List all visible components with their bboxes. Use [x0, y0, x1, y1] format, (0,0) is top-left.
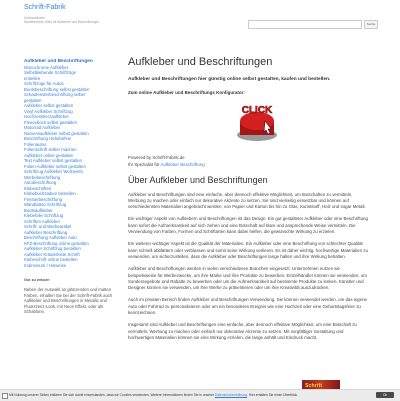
sidebar-item[interactable]: Aufkleber selbst gestalten — [24, 103, 74, 108]
sidebar-item[interactable]: erstellen — [24, 75, 41, 81]
cookie-checkbox[interactable] — [2, 393, 8, 399]
sidebar-item[interactable]: Schrift- und Werbeartikel — [24, 224, 72, 229]
search-button[interactable]: Suche — [364, 20, 378, 29]
sidebar-nav — [24, 59, 124, 315]
sidebar-item[interactable]: Hochzeitsherzaufkleber — [24, 114, 69, 119]
paragraph: Aufkleber und Beschriftungen sind eine einfache, aber dennoch effektive Möglichkeit, um Botschaften zu vermitteln, Werbung zu machen oder einfach nur dekorative Akzente zu setzen. Sie sind vielseitig einsetzbar und können auf verschiedensten Materialien angebracht werden, von Papier und Karton bis hin zu Glas, Kunststoff, Holz und sogar Metall. — [128, 191, 366, 210]
sidebar-item[interactable]: Aufkleber Schriftzug bestellen — [24, 246, 81, 251]
sidebar-item[interactable]: Wandtattoo Schriftzug — [24, 202, 67, 207]
sidebar-item[interactable]: Klebebuchstaben bestellen — [24, 191, 76, 196]
paragraph: Ein wichtiger Aspekt von Aufklebern und Beschriftungen ist das Design. Ein gut gestalteter Aufkleber oder eine Beschriftung kann sofort die Aufmerksamkeit auf sich ziehen und eine Botschaft auf klare und ansprechende Weise vermitteln. Die Verwendung von Farben, Formen und Schriftarten kann dabei helfen, die gewünschte Wirkung zu erzielen. — [128, 216, 368, 235]
sidebar-item[interactable]: Aufkleber online gestalten — [24, 152, 74, 158]
sidebar-item[interactable]: Aufkleber und Beschriftungen — [24, 59, 93, 64]
paragraph: Auch im privaten Bereich finden Aufkleber und Beschriftungen Verwendung. Sie können verwendet werden, um das eigene Auto oder Fahrrad zu personalisieren oder um ein besonderes Ereignis wie eine Hochzeit oder eine Geburtstagsfeier zu kennzeichnen. — [128, 297, 367, 316]
paragraph: Aufkleber und Beschriftungen werden in vielen verschiedenen Branchen eingesetzt. Unternehmen nutzen sie beispielsweise für Werbezwecke, um ihre Marke und ihre Produkte zu bewerben. Einzelhändler können sie verwenden, um Sonderangebote und Rabatte zu bewerben oder um die Aufmerksamkeit auf bestimmte Produkte zu lenken. Künstler und Designer können sie verwenden, um ihre Werke zu präsentieren oder um ihre Kreativität auszudrücken. — [128, 266, 367, 291]
sidebar-item[interactable]: Folienschrift selber machen — [24, 147, 77, 152]
sidebar-item[interactable]: Klebefolie Schriftzug — [24, 213, 64, 218]
configurator-label: Zum online Aufkleber und Beschriftungs Konfigurator: — [128, 90, 245, 95]
main-content — [128, 56, 368, 347]
expert-line: Ihr Spezialist für Aufkleber Beschriftung — [128, 162, 205, 168]
sidebar-item[interactable]: Fleecebock selbst gestalten — [24, 119, 78, 125]
sidebar-item[interactable]: Bootsaufkleber — [24, 207, 53, 213]
sidebar-item[interactable]: Beschriftung Hebebühne — [24, 136, 72, 141]
cookie-bar — [0, 389, 400, 401]
powered-by: Powered by Schrift-Fabrik.de — [128, 155, 185, 160]
sidebar-links — [24, 59, 124, 268]
sidebar-item[interactable]: Fensterbeschriftung — [24, 196, 62, 202]
sidebar-item[interactable]: Schriftzug Aufkleber Werbeinfo — [24, 169, 83, 174]
configurator-click-button[interactable] — [232, 99, 282, 143]
sidebar-item[interactable]: Folienautos — [24, 141, 47, 147]
cookie-text: Mit Nutzung unserer Seiten erklären Sie sich damit einverstanden, dass wir Cookies verwenden. Weitere Informationen finden Sie in unserer Datenschutzerklärung. Hier erhalten Sie einen Überblick. — [9, 393, 298, 397]
sidebar-item[interactable]: KFZ-Beschriftung online gestalten — [24, 240, 89, 246]
sidebar-item[interactable]: Klebeschriften — [24, 185, 52, 191]
sidebar-item[interactable]: Aufkleber Beschriftung — [24, 229, 68, 235]
paragraph: Ein weiterer wichtiger Aspekt ist die Qualität der Materialien. Ein Aufkleber oder eine Beschriftung von schlechter Qualität kann schnell abblättern oder verblassen und somit seine Wirkung verlieren. Es ist daher wichtig, hochwertige Materialien zu verwenden, um sicherzustellen, dass die Aufkleber oder Beschriftungen lange halten und ihre Wirkung behalten. — [128, 241, 368, 259]
sidebar-item[interactable]: Aufkleber Kräuterkiste Schrift — [24, 251, 80, 257]
sidebar-item[interactable]: Namensaufkleber selbst gestalten — [24, 130, 89, 136]
sidebar-item[interactable]: Text Aufkleber selbst gestalten — [24, 158, 83, 163]
sidebar-item[interactable]: gestalten — [24, 97, 42, 103]
click-button-graphic[interactable] — [232, 99, 282, 143]
sidebar-item[interactable]: Bootsbeschriftung selbst gestalten — [24, 86, 90, 92]
sidebar-item[interactable]: Vinyl Aufkleber Schriftzug — [24, 108, 73, 114]
sidebar-item[interactable]: Impressum / Hinweise — [24, 262, 67, 268]
section-heading: Über Aufkleber und Beschriftungen — [128, 174, 268, 185]
site-header — [0, 0, 400, 40]
sidebar-item[interactable]: Monochrome Aufkleber — [24, 64, 69, 70]
sidebar-item[interactable]: Folien Aufkleber selbst gestalten — [24, 163, 86, 169]
click-button-label: CLICK — [241, 105, 273, 116]
page-title: Aufkleber und Beschriftungen — [128, 56, 273, 68]
sidebar-item[interactable]: Beschriftung Aufkleber Auto — [24, 235, 77, 240]
sidebar-item[interactable]: Klebeschrift online bestellen — [24, 257, 78, 262]
cookie-ok-button[interactable]: Ok — [376, 392, 394, 398]
site-tagline: Unbezahlbarer Werbetechnik. Alles für Aufkleber und Beschriftungen — [24, 16, 100, 24]
search-input[interactable] — [248, 20, 362, 29]
promo-banner[interactable]: Schrift — [302, 380, 340, 392]
expert-link[interactable]: Aufkleber Beschriftung — [160, 162, 205, 168]
sidebar-item[interactable]: Schaufensterbeschriftung selber — [24, 92, 86, 97]
sidebar-item[interactable]: Werbebeschriftung — [24, 174, 60, 180]
lead-text: Aufkleber und Beschriftungen hier günstig online selbst gestalten, kaufen und bestellen. — [128, 77, 331, 82]
sidebar-item[interactable]: Schriften Aufkleber — [24, 218, 61, 224]
sidebar-item[interactable]: Schriftzüge für Autos — [24, 81, 64, 86]
site-logo[interactable]: Schrift-Fabrik — [24, 4, 66, 11]
sidebar-heading: Gut zu wissen — [24, 278, 50, 282]
sidebar-item[interactable]: Motorrad Aufkleber — [24, 125, 61, 130]
paragraph: Insgesamt sind Aufkleber und Beschriftungen eine einfache, aber dennoch effektive Möglichkeit, um eine Botschaft zu vermitteln, Werbung zu machen oder einfach nur dekorative Akzente zu setzen. Mit sorgfältiger Gestaltung und hochwertigen Materialien können sie eine Wirkung erzielen, die lange anhält und Eindruck macht. — [128, 322, 357, 340]
sidebar-item[interactable]: Autobeschriftung — [24, 180, 57, 185]
sidebar-info-text: Neben der Auswahl an glänzenden und matten Farben, erhalten Sie bei der Schrift-Fabrik auch Aufkleber und Beschriftungen in Metallic und Fluorszenz-Look, mit Neon Effekt, oder als Schablone. — [24, 287, 113, 315]
sidebar-item[interactable]: Selbstklebende Schriftzüge — [24, 70, 77, 75]
privacy-link[interactable]: Datenschutzerklärung — [214, 393, 247, 397]
